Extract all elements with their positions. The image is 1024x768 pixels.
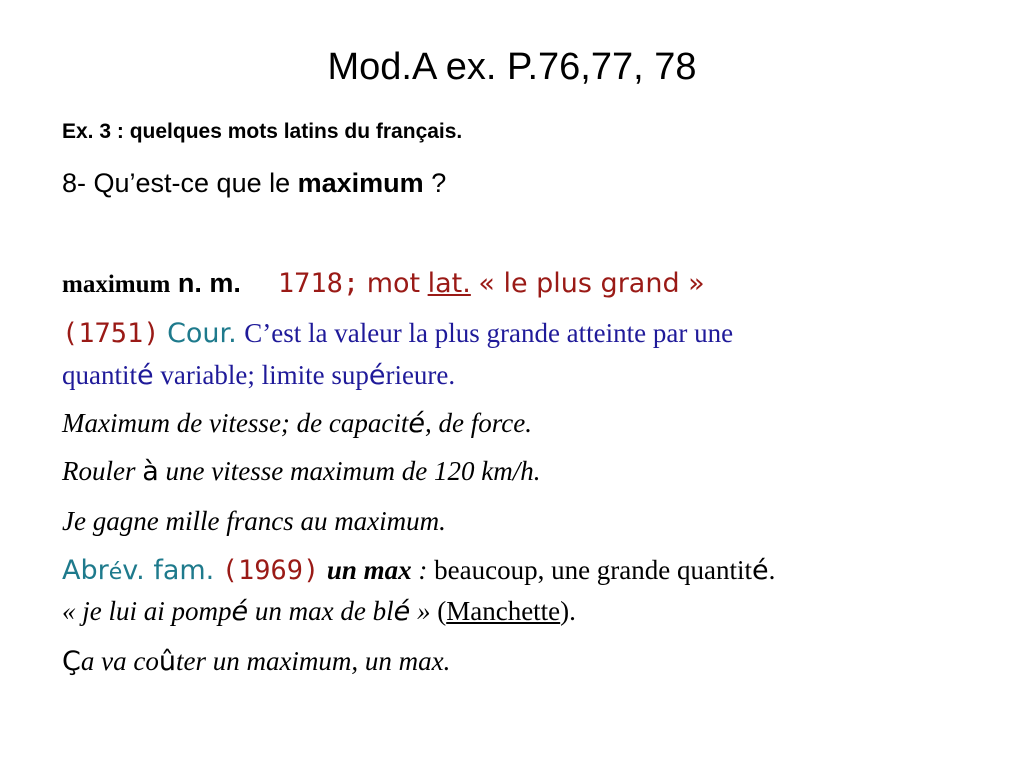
example-part: , de force. (425, 408, 532, 438)
quote-part: « je lui ai pomp (62, 596, 232, 626)
accent-char: é (408, 408, 425, 439)
example-part: ter un maximum, un max. (175, 646, 451, 676)
example-line-1 (62, 405, 994, 442)
abbrev-date: (1969) (221, 555, 320, 586)
lat-link: lat. (427, 268, 471, 299)
accent-char: é (393, 596, 411, 627)
entry-date: 1718; (277, 268, 360, 299)
abbrev-label (62, 555, 214, 586)
headword: maximum (62, 271, 171, 298)
accent-char: é (108, 560, 123, 585)
abbreviation-line (62, 550, 994, 593)
quote-text (62, 596, 430, 626)
example-line-2 (62, 453, 994, 490)
example-part: a va co (80, 646, 159, 676)
abbrev-definition (427, 555, 775, 585)
abbrev-term: un max (326, 555, 412, 585)
example-part: Rouler (62, 456, 143, 486)
mot-label: mot (366, 268, 421, 299)
usage-domain: Cour. (167, 318, 237, 349)
abbrev-part: . (768, 555, 776, 585)
quote-line (62, 593, 994, 630)
definition-text: C’est la valeur la plus grande atteinte par une (244, 318, 734, 348)
abbrev-part: Abr (62, 555, 109, 586)
accent-char: é (231, 596, 249, 627)
example-part: Maximum de vitesse; de capacit (62, 408, 409, 438)
abbrev-colon: : (411, 555, 428, 585)
abbrev-part: beaucoup, une grande quantit (427, 555, 753, 585)
question-line (62, 168, 994, 199)
quote-part: » (410, 596, 431, 626)
definition-line-2 (62, 358, 994, 393)
accent-char: û (158, 646, 176, 677)
definition-part: variable; limite sup (153, 360, 369, 390)
accent-char: é (752, 555, 769, 586)
example-line-3: Je gagne mille francs au maximum. (62, 506, 446, 536)
definition-date: (1751) (62, 318, 160, 349)
abbrev-part: v. fam. (122, 555, 215, 586)
example-part: une vitesse maximum de 120 km/h. (158, 456, 541, 486)
paren: ). (560, 596, 576, 626)
accent-char: Ç (62, 646, 81, 677)
dictionary-headword-line (62, 263, 994, 305)
question-suffix: ? (423, 168, 447, 198)
accent-char: à (142, 456, 159, 487)
gloss: « le plus grand » (478, 268, 705, 299)
slide-title: Mod.A ex. P.76,77, 78 (327, 46, 697, 88)
source-link[interactable]: Manchette (446, 596, 561, 626)
final-example-line (62, 643, 994, 680)
question-word: maximum (297, 168, 424, 198)
question-prefix: 8- Qu’est-ce que le (62, 168, 298, 198)
part-of-speech: n. m. (177, 268, 241, 298)
definition-part: rieure. (385, 360, 456, 390)
paren: ( (430, 596, 447, 626)
exercise-heading: Ex. 3 : quelques mots latins du français. (62, 120, 463, 143)
quote-part: un max de bl (248, 596, 394, 626)
accent-char: é (137, 360, 154, 391)
definition-line-1 (62, 313, 994, 354)
definition-part: quantit (62, 360, 137, 390)
accent-char: é (368, 360, 386, 391)
